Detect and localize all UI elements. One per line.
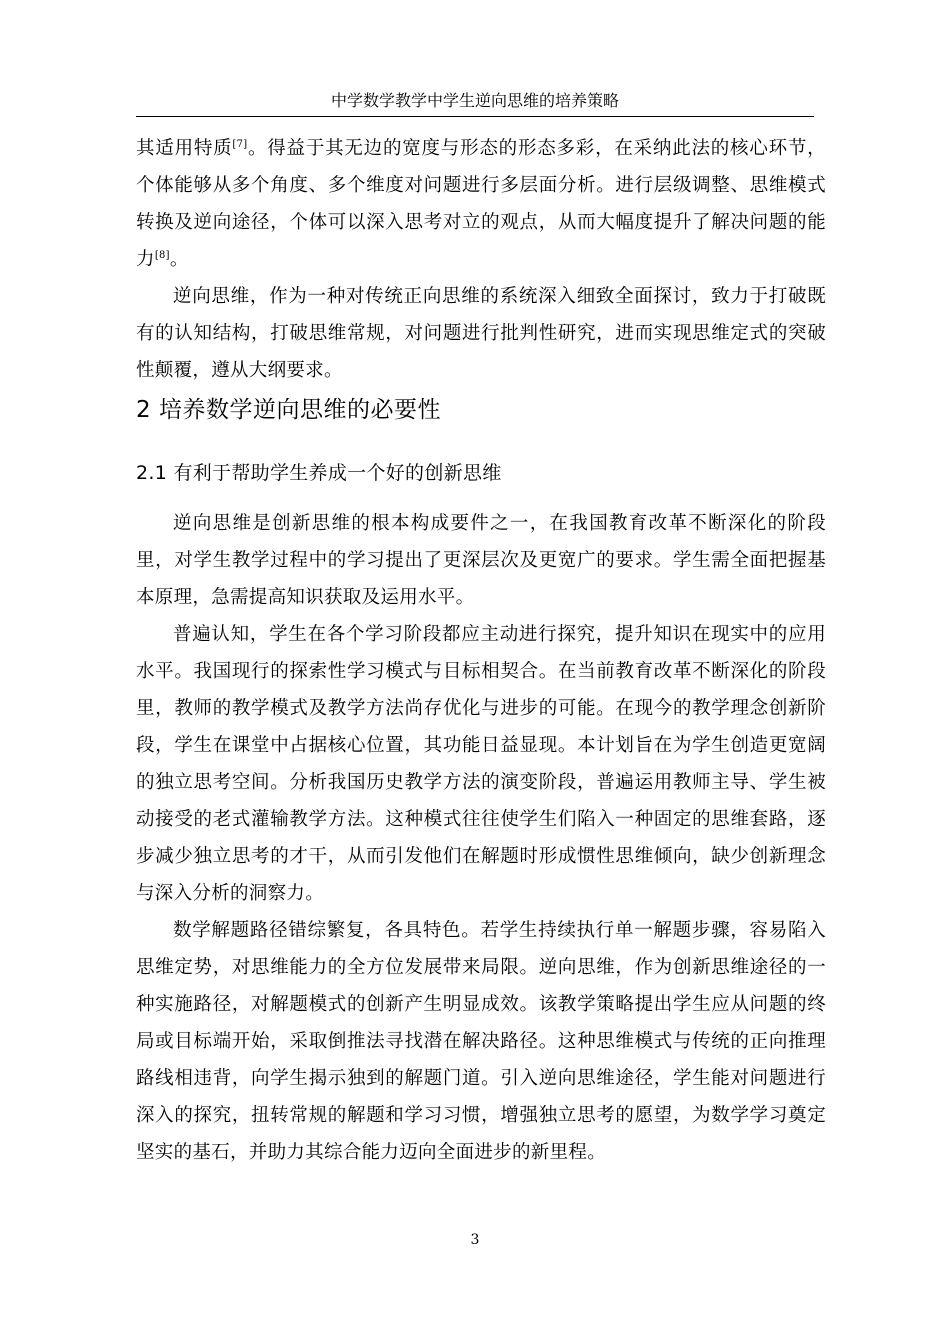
section-heading: 2 培养数学逆向思维的必要性 <box>136 397 441 423</box>
section-body <box>136 505 826 1171</box>
intro-paragraph-2: 逆向思维，作为一种对传统正向思维的系统深入细致全面探讨，致力于打破既有的认知结构，打破思维常规，对问题进行批判性研究，进而实现思维定式的突破性颠覆，遵从大纲要求。 <box>136 286 826 381</box>
intro-text <box>136 130 826 389</box>
header-rule <box>136 116 814 117</box>
body-paragraph-2: 普遍认知，学生在各个学习阶段都应主动进行探究，提升知识在现实中的应用水平。我国现行的探索性学习模式与目标相契合。在当前教育改革不断深化的阶段里，教师的教学模式及教学方法尚存优化与进步的可能。在现今的教学理念创新阶段，学生在课堂中占据核心位置，其功能日益显现。本计划旨在为学生创造更宽阔的独立思考空间。分析我国历史教学方法的演变阶段，普遍运用教师主导、学生被动接受的老式灌输教学方法。这种模式往往使学生们陷入一种固定的思维套路，逐步减少独立思考的才干，从而引发他们在解题时形成惯性思维倾向，缺少创新理念与深入分析的洞察力。 <box>136 624 826 904</box>
intro-paragraph-1: 其适用特质[7]。得益于其无边的宽度与形态的形态多彩，在采纳此法的核心环节，个体能够从多个角度、多个维度对问题进行多层面分析。进行层级调整、思维模式转换及逆向途径，个体可以深入思考对立的观点，从而大幅度提升了解决问题的能力[8]。 <box>136 138 826 270</box>
running-header: 中学数学教学中学生逆向思维的培养策略 <box>330 91 619 110</box>
subsection-heading: 2.1 有利于帮助学生养成一个好的创新思维 <box>136 462 502 484</box>
body-paragraph-1: 逆向思维是创新思维的根本构成要件之一，在我国教育改革不断深化的阶段里，对学生教学过程中的学习提出了更深层次及更宽广的要求。学生需全面把握基本原理，急需提高知识获取及运用水平。 <box>136 513 826 608</box>
citation-8: [8] <box>154 249 170 261</box>
citation-7: [7] <box>232 138 248 150</box>
body-paragraph-3: 数学解题路径错综繁复，各具特色。若学生持续执行单一解题步骤，容易陷入思维定势，对思维能力的全方位发展带来局限。逆向思维，作为创新思维途径的一种实施路径，对解题模式的创新产生明显成效。该教学策略提出学生应从问题的终局或目标端开始，采取倒推法寻找潜在解决路径。这种思维模式与传统的正向推理路线相违背，向学生揭示独到的解题门道。引入逆向思维途径，学生能对问题进行深入的探究，扭转常规的解题和学习习惯，增强独立思考的愿望，为数学学习奠定坚实的基石，并助力其综合能力迈向全面进步的新里程。 <box>136 920 826 1163</box>
page-number: 3 <box>470 1232 480 1248</box>
